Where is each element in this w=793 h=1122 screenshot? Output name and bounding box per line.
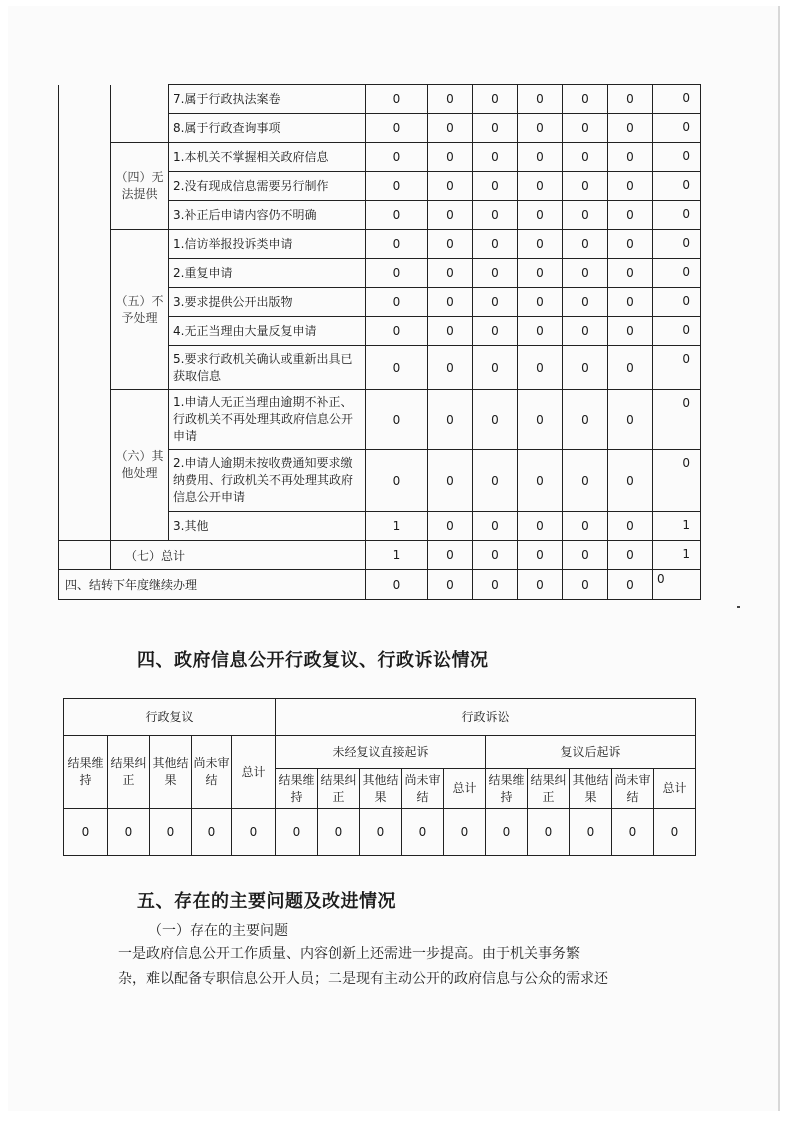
count-value: 0 [563, 201, 608, 230]
scan-speck [737, 606, 740, 608]
count-value: 0 [563, 288, 608, 317]
count-value: 0 [518, 541, 563, 570]
item-label: 1.申请人无正当理由逾期不补正、行政机关不再处理其政府信息公开申请 [169, 390, 366, 450]
count-value: 0 [428, 390, 473, 450]
item-label: 7.属于行政执法案卷 [169, 85, 366, 114]
review-value: 0 [64, 809, 108, 856]
after-col-other: 其他结果 [570, 769, 612, 809]
item-label: 3.补正后申请内容仍不明确 [169, 201, 366, 230]
count-value: 0 [563, 541, 608, 570]
count-value: 0 [366, 288, 428, 317]
review-col-maintain: 结果维持 [64, 736, 108, 809]
count-value: 0 [608, 230, 653, 259]
item-label: 1.本机关不掌握相关政府信息 [169, 143, 366, 172]
paragraph-line: 杂，难以配备专职信息公开人员；二是现有主动公开的政府信息与公众的需求还 [118, 971, 608, 987]
outer-blank-cell [59, 541, 111, 570]
count-value: 0 [473, 259, 518, 288]
total-value: 1 [653, 512, 701, 541]
count-value: 0 [428, 85, 473, 114]
count-value: 0 [473, 570, 518, 600]
count-value: 0 [608, 541, 653, 570]
count-value: 0 [428, 143, 473, 172]
count-value: 0 [428, 201, 473, 230]
after-review-header: 复议后起诉 [486, 736, 696, 769]
count-value: 0 [428, 512, 473, 541]
total-value: 0 [653, 230, 701, 259]
count-value: 0 [366, 390, 428, 450]
after-value: 0 [486, 809, 528, 856]
count-value: 0 [608, 570, 653, 600]
total-value: 0 [653, 143, 701, 172]
direct-value: 0 [402, 809, 444, 856]
count-value: 0 [563, 143, 608, 172]
count-value: 0 [608, 288, 653, 317]
review-col-total: 总计 [232, 736, 276, 809]
outer-blank-cell [59, 85, 111, 143]
after-value: 0 [570, 809, 612, 856]
review-col-other: 其他结果 [150, 736, 192, 809]
review-value: 0 [192, 809, 232, 856]
count-value: 0 [473, 143, 518, 172]
count-value: 0 [473, 390, 518, 450]
category-label: （五）不予处理 [111, 230, 169, 390]
direct-value: 0 [276, 809, 318, 856]
count-value: 0 [518, 570, 563, 600]
count-value: 0 [428, 230, 473, 259]
after-col-pending: 尚未审结 [612, 769, 654, 809]
count-value: 0 [518, 288, 563, 317]
section5-subtitle: （一）存在的主要问题 [148, 923, 288, 939]
count-value: 0 [563, 390, 608, 450]
count-value: 0 [518, 450, 563, 512]
litigation-header: 行政诉讼 [276, 699, 696, 736]
count-value: 0 [473, 541, 518, 570]
total-value: 1 [653, 541, 701, 570]
count-value: 0 [518, 230, 563, 259]
item-label: 2.没有现成信息需要另行制作 [169, 172, 366, 201]
count-value: 0 [428, 570, 473, 600]
count-value: 0 [428, 288, 473, 317]
item-label: 5.要求行政机关确认或重新出具已获取信息 [169, 346, 366, 390]
direct-col-total: 总计 [444, 769, 486, 809]
after-col-correct: 结果纠正 [528, 769, 570, 809]
outer-blank-cell [59, 390, 111, 541]
count-value: 0 [518, 201, 563, 230]
count-value: 0 [563, 346, 608, 390]
count-value: 0 [608, 346, 653, 390]
paragraph-line: 一是政府信息公开工作质量、内容创新上还需进一步提高。由于机关事务繁 [118, 946, 580, 962]
category-label: （四）无法提供 [111, 143, 169, 230]
count-value: 0 [473, 317, 518, 346]
total-value: 0 [653, 317, 701, 346]
count-value: 0 [366, 317, 428, 346]
review-value: 0 [150, 809, 192, 856]
direct-value: 0 [360, 809, 402, 856]
count-value: 0 [366, 230, 428, 259]
count-value: 0 [473, 201, 518, 230]
count-value: 0 [428, 172, 473, 201]
review-col-pending: 尚未审结 [192, 736, 232, 809]
count-value: 0 [473, 172, 518, 201]
direct-col-maintain: 结果维持 [276, 769, 318, 809]
total-value: 0 [653, 390, 701, 450]
total-value: 0 [653, 570, 701, 600]
count-value: 0 [473, 346, 518, 390]
direct-value: 0 [444, 809, 486, 856]
count-value: 0 [473, 114, 518, 143]
count-value: 0 [563, 85, 608, 114]
count-value: 0 [366, 570, 428, 600]
count-value: 0 [563, 570, 608, 600]
count-value: 0 [608, 85, 653, 114]
review-value: 0 [108, 809, 150, 856]
count-value: 0 [518, 172, 563, 201]
count-value: 0 [518, 512, 563, 541]
count-value: 0 [518, 114, 563, 143]
count-value: 0 [563, 512, 608, 541]
count-value: 0 [563, 114, 608, 143]
count-value: 0 [428, 114, 473, 143]
direct-suit-header: 未经复议直接起诉 [276, 736, 486, 769]
count-value: 0 [608, 201, 653, 230]
count-value: 0 [428, 541, 473, 570]
outer-blank-cell [59, 143, 111, 230]
count-value: 0 [366, 85, 428, 114]
item-label: 3.要求提供公开出版物 [169, 288, 366, 317]
count-value: 0 [518, 143, 563, 172]
count-value: 0 [563, 450, 608, 512]
count-value: 0 [608, 172, 653, 201]
item-label: 8.属于行政查询事项 [169, 114, 366, 143]
count-value: 0 [608, 143, 653, 172]
after-value: 0 [654, 809, 696, 856]
count-value: 0 [366, 114, 428, 143]
count-value: 0 [366, 201, 428, 230]
total-value: 0 [653, 288, 701, 317]
after-value: 0 [528, 809, 570, 856]
item-label: 1.信访举报投诉类申请 [169, 230, 366, 259]
category-label: （六）其他处理 [111, 390, 169, 541]
count-value: 0 [518, 317, 563, 346]
review-col-correct: 结果纠正 [108, 736, 150, 809]
count-value: 0 [428, 259, 473, 288]
count-value: 0 [366, 450, 428, 512]
section5-title: 五、存在的主要问题及改进情况 [137, 891, 396, 912]
direct-col-pending: 尚未审结 [402, 769, 444, 809]
direct-value: 0 [318, 809, 360, 856]
count-value: 1 [366, 541, 428, 570]
section4-title: 四、政府信息公开行政复议、行政诉讼情况 [137, 650, 489, 671]
count-value: 0 [518, 390, 563, 450]
review-litigation-table [63, 698, 696, 856]
total-value: 0 [653, 259, 701, 288]
total-value: 0 [653, 450, 701, 512]
count-value: 0 [608, 450, 653, 512]
count-value: 0 [428, 346, 473, 390]
after-col-maintain: 结果维持 [486, 769, 528, 809]
review-value: 0 [232, 809, 276, 856]
carryover-row-label: 四、结转下年度继续办理 [59, 570, 366, 600]
item-label: 2.重复申请 [169, 259, 366, 288]
count-value: 0 [473, 450, 518, 512]
total-value: 0 [653, 172, 701, 201]
after-col-total: 总计 [654, 769, 696, 809]
count-value: 0 [518, 346, 563, 390]
count-value: 0 [563, 172, 608, 201]
total-value: 0 [653, 114, 701, 143]
total-value: 0 [653, 346, 701, 390]
item-label: 4.无正当理由大量反复申请 [169, 317, 366, 346]
category-label [111, 85, 169, 143]
count-value: 0 [366, 346, 428, 390]
application-result-table [58, 84, 701, 600]
count-value: 0 [608, 114, 653, 143]
count-value: 0 [473, 85, 518, 114]
count-value: 0 [563, 259, 608, 288]
after-value: 0 [612, 809, 654, 856]
direct-col-correct: 结果纠正 [318, 769, 360, 809]
outer-blank-cell [59, 230, 111, 390]
count-value: 0 [428, 317, 473, 346]
count-value: 0 [473, 512, 518, 541]
count-value: 0 [366, 143, 428, 172]
count-value: 0 [608, 259, 653, 288]
count-value: 0 [428, 450, 473, 512]
count-value: 1 [366, 512, 428, 541]
review-header: 行政复议 [64, 699, 276, 736]
count-value: 0 [473, 288, 518, 317]
total-row-label: （七）总计 [111, 541, 366, 570]
count-value: 0 [473, 230, 518, 259]
count-value: 0 [518, 85, 563, 114]
count-value: 0 [563, 230, 608, 259]
count-value: 0 [608, 317, 653, 346]
count-value: 0 [563, 317, 608, 346]
total-value: 0 [653, 201, 701, 230]
total-value: 0 [653, 85, 701, 114]
count-value: 0 [608, 512, 653, 541]
count-value: 0 [518, 259, 563, 288]
count-value: 0 [608, 390, 653, 450]
direct-col-other: 其他结果 [360, 769, 402, 809]
count-value: 0 [366, 172, 428, 201]
count-value: 0 [366, 259, 428, 288]
item-label: 2.申请人逾期未按收费通知要求缴纳费用、行政机关不再处理其政府信息公开申请 [169, 450, 366, 512]
item-label: 3.其他 [169, 512, 366, 541]
